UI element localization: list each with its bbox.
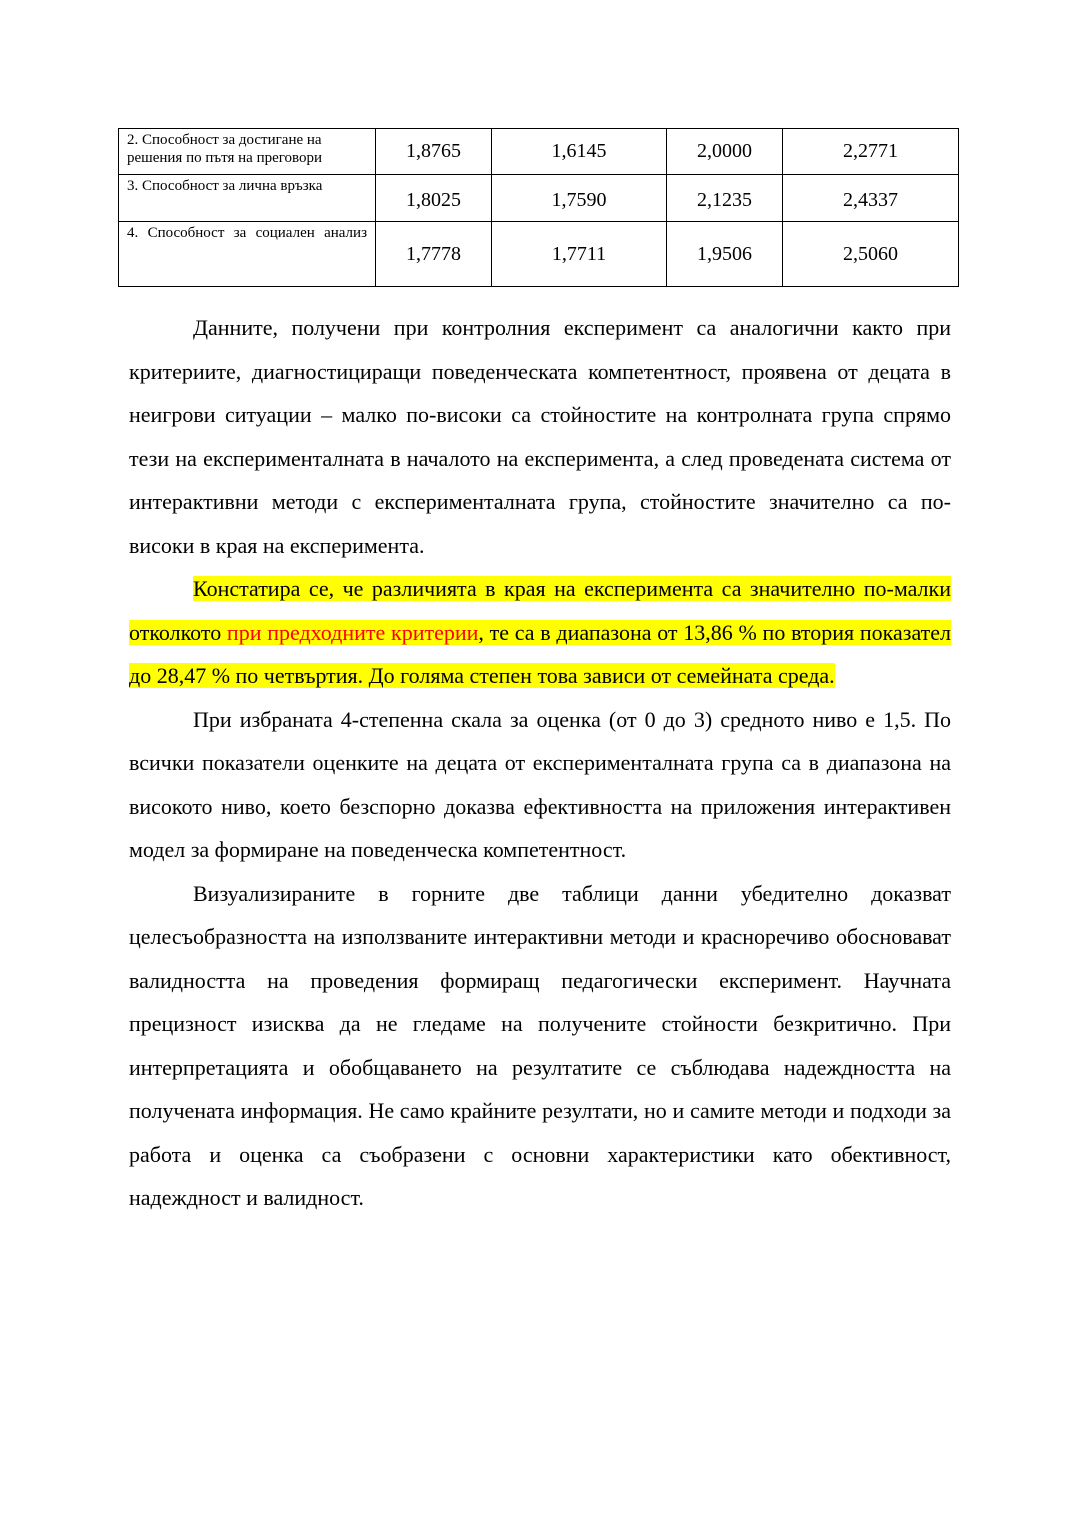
highlight-text-part: , те са в диапазона от 13,86 % по втория показател до 28,47 % по четвъртия. До голяма степен това зависи от семейната среда.	[129, 619, 951, 688]
table-cell: 2,0000	[667, 129, 783, 175]
paragraph-control-experiment: Данните, получени при контролния експеримент са аналогични както при критериите, диагностициращи поведенческата компетентност, проявена от децата в неигрови ситуации – малко по-високи са стойностите на контролната група спрямо тези на експерименталната в началото на експеримента, а след проведената система от интерактивни методи с експерименталната група, стойностите значително са по-високи в края на експеримента.	[129, 315, 951, 558]
table-cell: 1,6145	[492, 129, 667, 175]
highlighted-text	[129, 576, 951, 688]
highlight-text-part: Констатира се, че различията в края на експеримента са значително по-малки отколкото	[129, 576, 951, 645]
table-cell: 1,8025	[376, 175, 492, 222]
table-row	[119, 222, 959, 287]
table-cell: 2,4337	[783, 175, 959, 222]
table-cell: 2,1235	[667, 175, 783, 222]
body-text	[129, 306, 951, 1220]
table-cell: 2,5060	[783, 222, 959, 287]
table-row	[119, 175, 959, 222]
row-label: 3. Способност за лична връзка	[119, 175, 376, 222]
table-cell: 1,9506	[667, 222, 783, 287]
table-cell: 2,2771	[783, 129, 959, 175]
red-text: при предходните критерии	[226, 619, 479, 645]
paragraph-conclusion: Визуализираните в горните две таблици данни убедително доказват целесъобразността на използваните интерактивни методи и красноречиво обосновават валидността на проведения формиращ педагогически експеримент. Научната прецизност изисква да не гледаме на получените стойности безкритично. При интерпретацията и обобщаването на резултатите се съблюдава надеждността на получената информация. Не само крайните резултати, но и самите методи и подходи за работа и оценка са съобразени с основни характеристики като обективност, надеждност и валидност.	[129, 880, 951, 1210]
table-cell: 1,7711	[492, 222, 667, 287]
table-cell: 1,8765	[376, 129, 492, 175]
table-cell: 1,7778	[376, 222, 492, 287]
table-row	[119, 129, 959, 175]
paragraph-scale: При избраната 4-степенна скала за оценка (от 0 до 3) средното ниво е 1,5. По всички показатели оценките на децата от експерименталната група са в диапазона на високото ниво, което безспорно доказва ефективността на приложения интерактивен модел за формиране на поведенческа компетентност.	[129, 706, 951, 862]
results-table	[118, 128, 959, 287]
row-label: 4. Способност за социален анализ	[119, 222, 376, 287]
paragraph-highlighted-finding	[129, 567, 951, 698]
row-label: 2. Способност за достигане на решения по пътя на преговори	[119, 129, 376, 175]
table-cell: 1,7590	[492, 175, 667, 222]
